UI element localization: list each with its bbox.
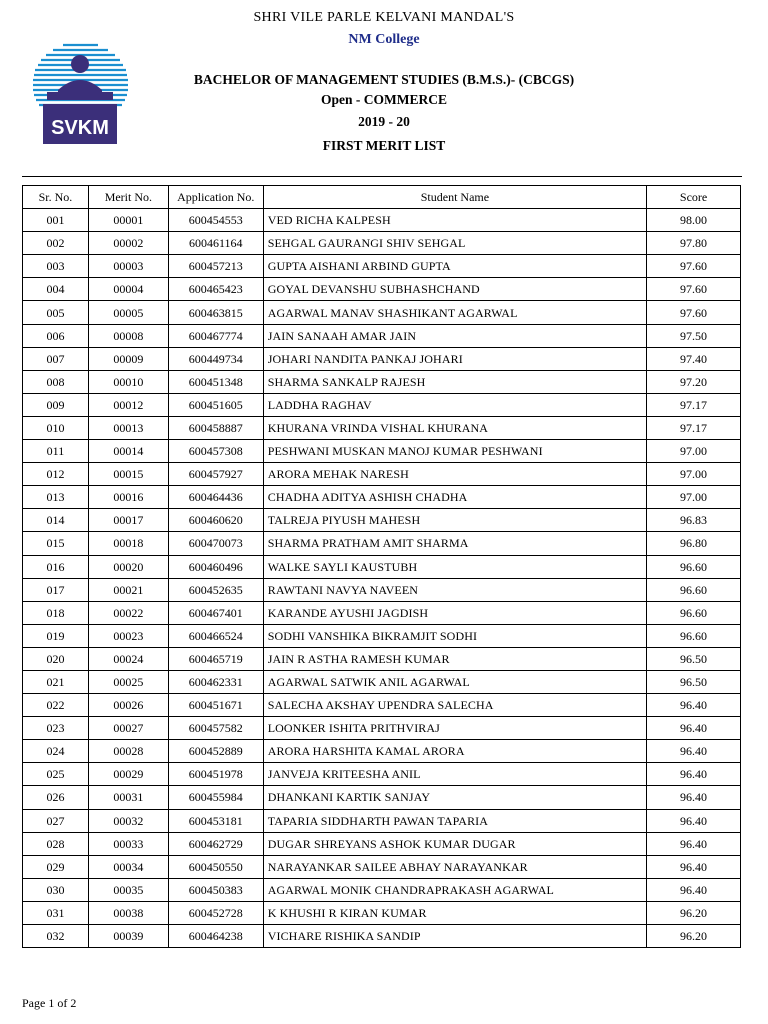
score-cell: 96.60 — [647, 624, 741, 647]
score-cell: 96.20 — [647, 901, 741, 924]
table-row — [23, 832, 741, 855]
sr-no-cell: 029 — [23, 855, 89, 878]
table-row — [23, 786, 741, 809]
sr-no-cell: 028 — [23, 832, 89, 855]
score-cell: 96.50 — [647, 647, 741, 670]
merit-no-cell: 00005 — [88, 301, 168, 324]
student-name-cell: ARORA MEHAK NARESH — [263, 463, 646, 486]
application-no-cell: 600464436 — [168, 486, 263, 509]
table-row — [23, 416, 741, 439]
merit-no-cell: 00023 — [88, 624, 168, 647]
score-cell: 97.17 — [647, 416, 741, 439]
category-title: Open - COMMERCE — [321, 92, 447, 107]
table-row — [23, 232, 741, 255]
college-name: NM College — [348, 32, 420, 47]
table-row — [23, 440, 741, 463]
sr-no-cell: 031 — [23, 901, 89, 924]
score-cell: 96.40 — [647, 855, 741, 878]
merit-no-cell: 00012 — [88, 393, 168, 416]
table-row — [23, 670, 741, 693]
merit-no-cell: 00029 — [88, 763, 168, 786]
merit-no-cell: 00038 — [88, 901, 168, 924]
score-cell: 97.20 — [647, 370, 741, 393]
sr-no-cell: 003 — [23, 255, 89, 278]
merit-no-cell: 00003 — [88, 255, 168, 278]
student-name-cell: KARANDE AYUSHI JAGDISH — [263, 601, 646, 624]
student-name-cell: JAIN SANAAH AMAR JAIN — [263, 324, 646, 347]
merit-no-cell: 00028 — [88, 740, 168, 763]
application-no-cell: 600458887 — [168, 416, 263, 439]
student-name-cell: JAIN R ASTHA RAMESH KUMAR — [263, 647, 646, 670]
student-name-cell: NARAYANKAR SAILEE ABHAY NARAYANKAR — [263, 855, 646, 878]
merit-no-cell: 00033 — [88, 832, 168, 855]
student-name-cell: JANVEJA KRITEESHA ANIL — [263, 763, 646, 786]
application-no-cell: 600460496 — [168, 555, 263, 578]
score-cell: 96.40 — [647, 832, 741, 855]
table-row — [23, 532, 741, 555]
score-cell: 96.40 — [647, 878, 741, 901]
score-cell: 97.60 — [647, 301, 741, 324]
table-row — [23, 763, 741, 786]
student-name-cell: SHARMA SANKALP RAJESH — [263, 370, 646, 393]
score-cell: 96.40 — [647, 763, 741, 786]
score-cell: 97.17 — [647, 393, 741, 416]
merit-no-cell: 00039 — [88, 925, 168, 948]
student-name-cell: LOONKER ISHITA PRITHVIRAJ — [263, 717, 646, 740]
merit-no-cell: 00020 — [88, 555, 168, 578]
sr-no-cell: 016 — [23, 555, 89, 578]
student-name-cell: DHANKANI KARTIK SANJAY — [263, 786, 646, 809]
student-name-cell: SEHGAL GAURANGI SHIV SEHGAL — [263, 232, 646, 255]
sr-no-cell: 005 — [23, 301, 89, 324]
application-no-cell: 600467774 — [168, 324, 263, 347]
score-cell: 96.83 — [647, 509, 741, 532]
score-cell: 96.40 — [647, 740, 741, 763]
student-name-cell: AGARWAL MONIK CHANDRAPRAKASH AGARWAL — [263, 878, 646, 901]
academic-year: 2019 - 20 — [358, 114, 410, 129]
table-header-row — [23, 186, 741, 209]
merit-no-cell: 00024 — [88, 647, 168, 670]
sr-no-cell: 024 — [23, 740, 89, 763]
application-no-cell: 600450550 — [168, 855, 263, 878]
application-no-cell: 600463815 — [168, 301, 263, 324]
sr-no-cell: 013 — [23, 486, 89, 509]
sr-no-cell: 001 — [23, 209, 89, 232]
score-cell: 96.60 — [647, 601, 741, 624]
merit-no-cell: 00002 — [88, 232, 168, 255]
sr-no-cell: 032 — [23, 925, 89, 948]
merit-no-cell: 00001 — [88, 209, 168, 232]
table-row — [23, 555, 741, 578]
merit-no-cell: 00015 — [88, 463, 168, 486]
student-name-cell: ARORA HARSHITA KAMAL ARORA — [263, 740, 646, 763]
sr-no-cell: 002 — [23, 232, 89, 255]
sr-no-cell: 022 — [23, 694, 89, 717]
table-row — [23, 278, 741, 301]
score-cell: 97.80 — [647, 232, 741, 255]
column-header-application-no: Application No. — [168, 186, 263, 209]
application-no-cell: 600461164 — [168, 232, 263, 255]
merit-no-cell: 00010 — [88, 370, 168, 393]
application-no-cell: 600452728 — [168, 901, 263, 924]
application-no-cell: 600451671 — [168, 694, 263, 717]
table-row — [23, 901, 741, 924]
table-row — [23, 694, 741, 717]
table-row — [23, 486, 741, 509]
merit-no-cell: 00013 — [88, 416, 168, 439]
table-row — [23, 925, 741, 948]
column-header-student-name: Student Name — [263, 186, 646, 209]
application-no-cell: 600453181 — [168, 809, 263, 832]
sr-no-cell: 021 — [23, 670, 89, 693]
table-row — [23, 601, 741, 624]
table-row — [23, 370, 741, 393]
application-no-cell: 600451348 — [168, 370, 263, 393]
score-cell: 98.00 — [647, 209, 741, 232]
student-name-cell: VICHARE RISHIKA SANDIP — [263, 925, 646, 948]
student-name-cell: SHARMA PRATHAM AMIT SHARMA — [263, 532, 646, 555]
sr-no-cell: 010 — [23, 416, 89, 439]
student-name-cell: DUGAR SHREYANS ASHOK KUMAR DUGAR — [263, 832, 646, 855]
list-title: FIRST MERIT LIST — [322, 138, 446, 153]
application-no-cell: 600464238 — [168, 925, 263, 948]
sr-no-cell: 008 — [23, 370, 89, 393]
sr-no-cell: 025 — [23, 763, 89, 786]
sr-no-cell: 030 — [23, 878, 89, 901]
application-no-cell: 600460620 — [168, 509, 263, 532]
sr-no-cell: 014 — [23, 509, 89, 532]
sr-no-cell: 019 — [23, 624, 89, 647]
merit-no-cell: 00004 — [88, 278, 168, 301]
merit-no-cell: 00022 — [88, 601, 168, 624]
merit-no-cell: 00034 — [88, 855, 168, 878]
program-title: BACHELOR OF MANAGEMENT STUDIES (B.M.S.)- (CBCGS) — [193, 72, 575, 87]
application-no-cell: 600449734 — [168, 347, 263, 370]
header-divider — [22, 176, 742, 177]
merit-no-cell: 00009 — [88, 347, 168, 370]
merit-no-cell: 00027 — [88, 717, 168, 740]
application-no-cell: 600465719 — [168, 647, 263, 670]
student-name-cell: VED RICHA KALPESH — [263, 209, 646, 232]
application-no-cell: 600452635 — [168, 578, 263, 601]
application-no-cell: 600457213 — [168, 255, 263, 278]
table-row — [23, 509, 741, 532]
merit-no-cell: 00008 — [88, 324, 168, 347]
application-no-cell: 600470073 — [168, 532, 263, 555]
table-row — [23, 463, 741, 486]
student-name-cell: PESHWANI MUSKAN MANOJ KUMAR PESHWANI — [263, 440, 646, 463]
table-row — [23, 878, 741, 901]
table-row — [23, 393, 741, 416]
student-name-cell: KHURANA VRINDA VISHAL KHURANA — [263, 416, 646, 439]
application-no-cell: 600454553 — [168, 209, 263, 232]
table-row — [23, 324, 741, 347]
application-no-cell: 600465423 — [168, 278, 263, 301]
score-cell: 96.80 — [647, 532, 741, 555]
sr-no-cell: 020 — [23, 647, 89, 670]
student-name-cell: AGARWAL MANAV SHASHIKANT AGARWAL — [263, 301, 646, 324]
sr-no-cell: 017 — [23, 578, 89, 601]
score-cell: 96.40 — [647, 809, 741, 832]
application-no-cell: 600457927 — [168, 463, 263, 486]
student-name-cell: SALECHA AKSHAY UPENDRA SALECHA — [263, 694, 646, 717]
merit-table — [22, 185, 741, 948]
column-header-score: Score — [647, 186, 741, 209]
column-header-merit-no: Merit No. — [88, 186, 168, 209]
application-no-cell: 600462729 — [168, 832, 263, 855]
application-no-cell: 600452889 — [168, 740, 263, 763]
merit-no-cell: 00031 — [88, 786, 168, 809]
score-cell: 96.40 — [647, 694, 741, 717]
student-name-cell: LADDHA RAGHAV — [263, 393, 646, 416]
student-name-cell: JOHARI NANDITA PANKAJ JOHARI — [263, 347, 646, 370]
sr-no-cell: 023 — [23, 717, 89, 740]
student-name-cell: TALREJA PIYUSH MAHESH — [263, 509, 646, 532]
table-row — [23, 578, 741, 601]
score-cell: 96.50 — [647, 670, 741, 693]
application-no-cell: 600451978 — [168, 763, 263, 786]
sr-no-cell: 011 — [23, 440, 89, 463]
merit-no-cell: 00025 — [88, 670, 168, 693]
application-no-cell: 600450383 — [168, 878, 263, 901]
merit-no-cell: 00021 — [88, 578, 168, 601]
table-row — [23, 647, 741, 670]
table-row — [23, 717, 741, 740]
score-cell: 97.60 — [647, 255, 741, 278]
merit-no-cell: 00026 — [88, 694, 168, 717]
merit-no-cell: 00016 — [88, 486, 168, 509]
table-row — [23, 255, 741, 278]
merit-no-cell: 00032 — [88, 809, 168, 832]
sr-no-cell: 027 — [23, 809, 89, 832]
table-row — [23, 301, 741, 324]
sr-no-cell: 012 — [23, 463, 89, 486]
student-name-cell: K KHUSHI R KIRAN KUMAR — [263, 901, 646, 924]
student-name-cell: WALKE SAYLI KAUSTUBH — [263, 555, 646, 578]
application-no-cell: 600466524 — [168, 624, 263, 647]
score-cell: 96.40 — [647, 786, 741, 809]
table-row — [23, 624, 741, 647]
score-cell: 96.60 — [647, 555, 741, 578]
sr-no-cell: 007 — [23, 347, 89, 370]
application-no-cell: 600455984 — [168, 786, 263, 809]
sr-no-cell: 004 — [23, 278, 89, 301]
score-cell: 97.40 — [647, 347, 741, 370]
table-row — [23, 809, 741, 832]
application-no-cell: 600451605 — [168, 393, 263, 416]
student-name-cell: RAWTANI NAVYA NAVEEN — [263, 578, 646, 601]
table-row — [23, 347, 741, 370]
application-no-cell: 600457308 — [168, 440, 263, 463]
sr-no-cell: 006 — [23, 324, 89, 347]
student-name-cell: GUPTA AISHANI ARBIND GUPTA — [263, 255, 646, 278]
logo-text: SVKM — [51, 117, 109, 139]
column-header-sr-no: Sr. No. — [23, 186, 89, 209]
merit-no-cell: 00035 — [88, 878, 168, 901]
score-cell: 97.00 — [647, 463, 741, 486]
score-cell: 97.00 — [647, 486, 741, 509]
table-row — [23, 209, 741, 232]
table-body — [23, 209, 741, 948]
sr-no-cell: 015 — [23, 532, 89, 555]
sr-no-cell: 026 — [23, 786, 89, 809]
score-cell: 96.60 — [647, 578, 741, 601]
application-no-cell: 600467401 — [168, 601, 263, 624]
merit-no-cell: 00014 — [88, 440, 168, 463]
student-name-cell: GOYAL DEVANSHU SUBHASHCHAND — [263, 278, 646, 301]
sr-no-cell: 018 — [23, 601, 89, 624]
score-cell: 97.50 — [647, 324, 741, 347]
student-name-cell: CHADHA ADITYA ASHISH CHADHA — [263, 486, 646, 509]
table-row — [23, 855, 741, 878]
score-cell: 97.60 — [647, 278, 741, 301]
sr-no-cell: 009 — [23, 393, 89, 416]
score-cell: 97.00 — [647, 440, 741, 463]
score-cell: 96.40 — [647, 717, 741, 740]
merit-no-cell: 00017 — [88, 509, 168, 532]
student-name-cell: AGARWAL SATWIK ANIL AGARWAL — [263, 670, 646, 693]
application-no-cell: 600462331 — [168, 670, 263, 693]
merit-no-cell: 00018 — [88, 532, 168, 555]
page-number: Page 1 of 2 — [22, 996, 77, 1010]
application-no-cell: 600457582 — [168, 717, 263, 740]
table-row — [23, 740, 741, 763]
student-name-cell: SODHI VANSHIKA BIKRAMJIT SODHI — [263, 624, 646, 647]
student-name-cell: TAPARIA SIDDHARTH PAWAN TAPARIA — [263, 809, 646, 832]
organization-name: SHRI VILE PARLE KELVANI MANDAL'S — [253, 10, 515, 25]
score-cell: 96.20 — [647, 925, 741, 948]
